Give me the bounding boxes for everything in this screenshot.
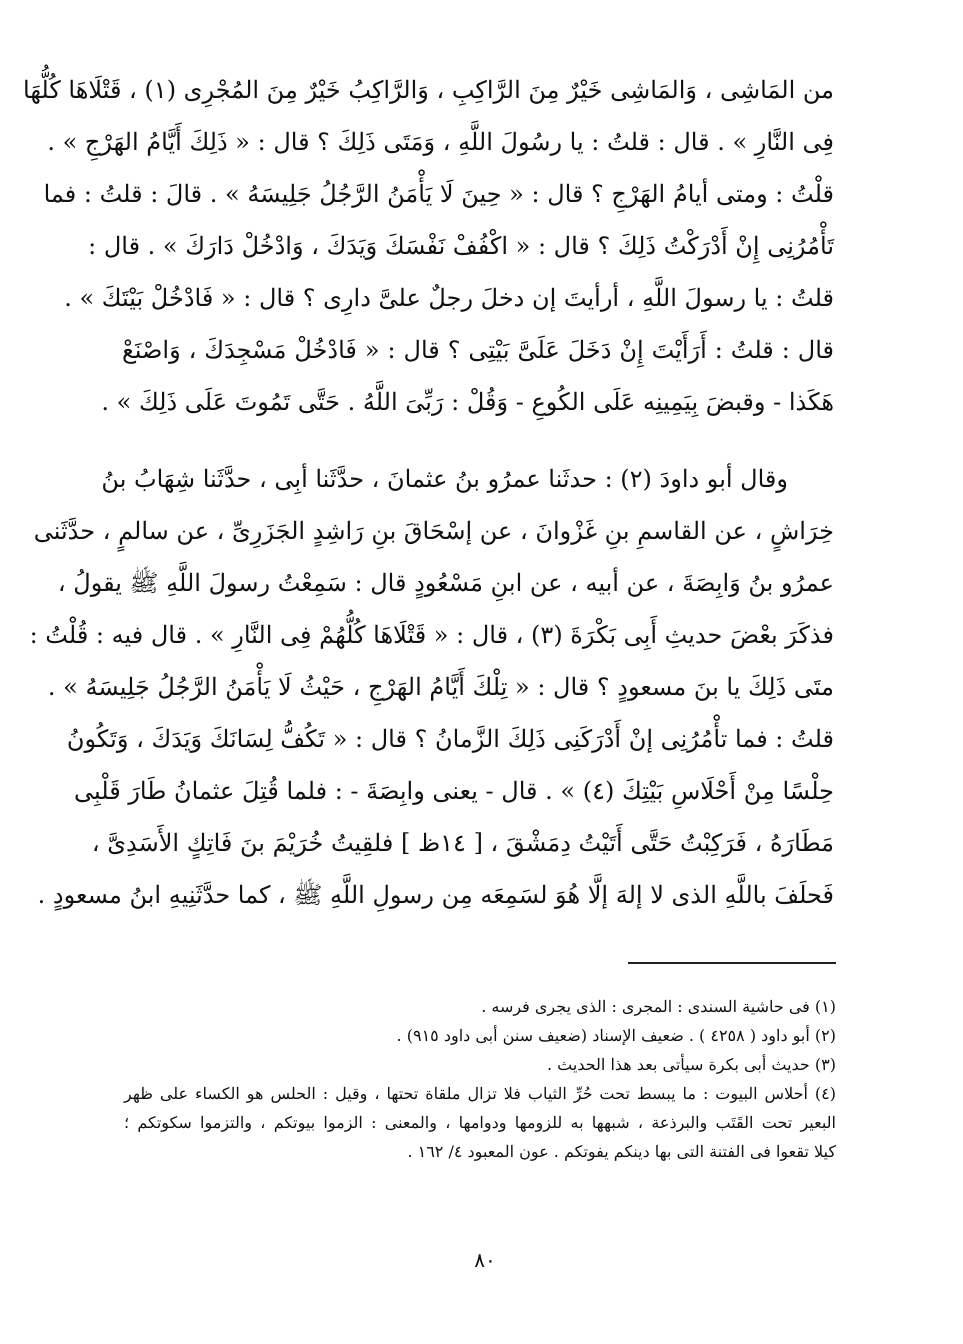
text-line: وقال أبو داودَ (٢) : حدثَنا عمرُو بنُ عثمانَ ، حدَّثَنا أبِى ، حدَّثَنا شِهَابُ بنُ (101, 465, 788, 493)
footnote-line: (١) فى حاشية السندى : المجرى : الذى يجرى فرسه . (481, 997, 836, 1016)
text-line: من المَاشِى ، وَالمَاشِى خَيْرٌ مِنَ الرَّاكِبِ ، وَالرَّاكِبُ خَيْرٌ مِنَ المُجْرِى (١) ، قَتْلَاهَا كُلُّهَا (23, 76, 834, 104)
page-number: ٨٠ (474, 1248, 496, 1272)
footnote-line: (٤) أحلاس البيوت : ما يبسط تحت حُرِّ الثياب فلا تزال ملقاة تحتها ، وقيل : الحلس هو الكساء على ظهر (124, 1084, 837, 1103)
text-line: حِلْسًا مِنْ أَحْلَاسِ بَيْتِكَ (٤) » . قال - يعنى وابِصَةَ - : فلما قُتِلَ عثمانُ طَارَ قَلْبِى (74, 777, 834, 805)
footnote-line: (٣) حديث أبى بكرة سيأتى بعد هذا الحديث . (546, 1055, 836, 1074)
footnote-line: (٢) أبو داود ( ٤٢٥٨ ) . ضعيف الإسناد (ضعيف سنن أبى داود ٩١٥) . (396, 1026, 836, 1045)
text-line: قلتُ : يا رسولَ اللَّهِ ، أرأيتَ إن دخلَ رجلٌ علىَّ دارِى ؟ قال : « فَادْخُلْ بَيْتَكَ » . (64, 284, 834, 312)
footnote-divider (628, 962, 836, 964)
text-line: فِى النَّارِ » . قال : قلتُ : يا رسُولَ اللَّهِ ، وَمَتَى ذَلِكَ ؟ قال : « ذَلِكَ أَيَّامُ الهَرْجِ » . (47, 128, 834, 156)
text-line: قلتُ : فما تأْمُرُنِى إنْ أَدْرَكَنِى ذَلِكَ الزَّمانُ ؟ قال : « تَكُفُّ لِسَانَكَ وَيَدَكَ ، وَتَكُونُ (66, 725, 834, 753)
paragraph-2 (29, 453, 834, 921)
paragraph-1 (23, 64, 834, 428)
text-line: فذكَرَ بعْضَ حديثِ أَبِى بَكْرَةَ (٣) ، قال : « قَتْلَاهَا كُلُّهُمْ فِى النَّارِ » . قال فيه : قُلْتُ : (29, 621, 834, 649)
footnote-line: كيلا تقعوا فى الفتنة التى بها دينكم يفوتكم . عون المعبود ٤/ ١٦٢ . (407, 1142, 836, 1161)
text-line: عمرُو بنُ وَابِصَةَ ، عن أبيه ، عن ابنِ مَسْعُودٍ قال : سَمِعْتُ رسولَ اللَّهِ ﷺ يقولُ ، (57, 569, 834, 597)
text-line: قلْتُ : ومتى أيامُ الهَرْجِ ؟ قال : « حِينَ لَا يَأْمَنُ الرَّجُلُ جَلِيسَهُ » . قالَ : قلتُ : فما (43, 180, 834, 208)
footnote-line: البعير تحت القَتَب والبرذعة ، شبهها به للزومها ودوامها ، والمعنى : الزموا بيوتكم ، والتزموا سكوتكم ؛ (124, 1113, 836, 1132)
text-line: هَكَذا - وقبضَ بِيَمِينِه عَلَى الكُوعِ - وَقُلْ : رَبِّىَ اللَّهُ . حَتَّى تَمُوتَ عَلَى ذَلِكَ » . (101, 388, 834, 416)
text-line: متَى ذَلِكَ يا بنَ مسعودٍ ؟ قال : « تِلْكَ أَيَّامُ الهَرْجِ ، حَيْثُ لَا يَأْمَنُ الرَّجُلُ جَلِيسَهُ » . (47, 673, 834, 701)
footnotes (124, 992, 836, 1166)
text-line: فَحلَفَ باللَّهِ الذى لا إلهَ إلَّا هُوَ لسَمِعَه مِن رسولِ اللَّهِ ﷺ ، كما حدَّثَنِيهِ ابنُ مسعودٍ . (37, 881, 834, 909)
text-line: قال : قلتُ : أَرَأَيْتَ إِنْ دَخَلَ عَلَىَّ بَيْتِى ؟ قال : « فَادْخُلْ مَسْجِدَكَ ، وَاصْنَعْ (122, 336, 834, 364)
text-line: خِرَاشٍ ، عن القاسمِ بنِ غَزْوانَ ، عن إسْحَاقَ بنِ رَاشِدٍ الجَزَرِىِّ ، عن سالمٍ ، حدَّثَنى (33, 517, 834, 545)
text-line: مَطَارَهُ ، فَرَكِبْتُ حَتَّى أَتَيْتُ دِمَشْقَ ، [ ١٤ظ ] فلقِيتُ خُرَيْمَ بنَ فَاتِكٍ الأَسَدِىَّ ، (91, 829, 834, 857)
text-line: تَأْمُرُنِى إِنْ أَدْرَكْتُ ذَلِكَ ؟ قال : « اكْفُفْ نَفْسَكَ وَيَدَكَ ، وَادْخُلْ دَارَكَ » . قال : (88, 232, 834, 260)
